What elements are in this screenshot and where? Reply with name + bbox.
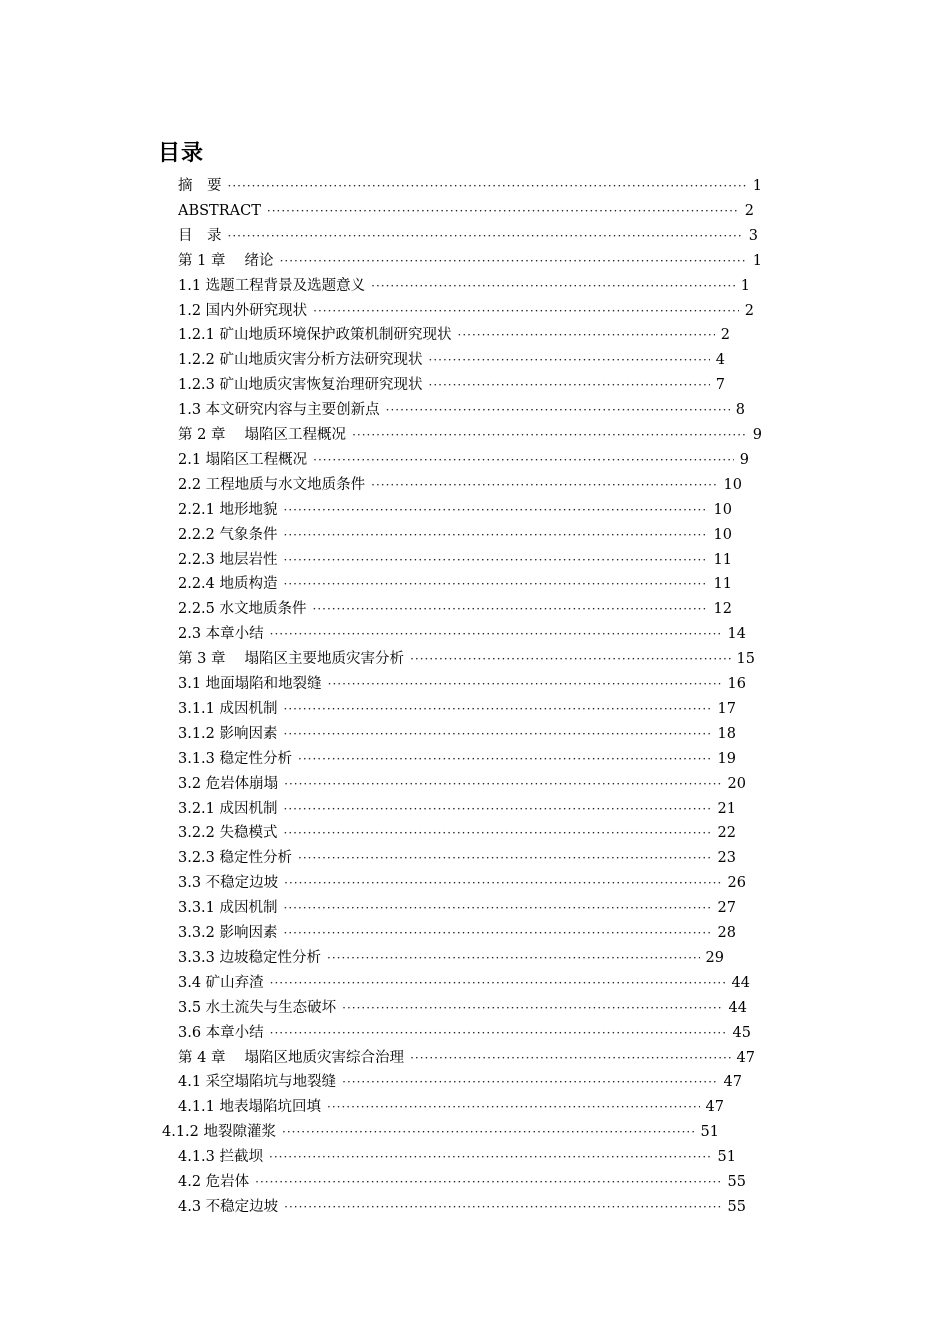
dot-leader xyxy=(284,797,712,822)
toc-entry-page: 3 xyxy=(748,227,758,244)
dot-leader xyxy=(284,697,712,722)
toc-entry-page: 7 xyxy=(715,377,725,394)
toc-entry[interactable] xyxy=(178,996,747,1021)
toc-entry-label: 2.1 塌陷区工程概况 xyxy=(178,451,308,468)
toc-entry-page: 28 xyxy=(717,925,736,941)
toc-entry-label: 4.1.3 拦截坝 xyxy=(178,1149,264,1166)
dot-leader xyxy=(371,274,735,299)
toc-entry-page: 27 xyxy=(717,900,736,917)
toc-entry-label: 1.1 选题工程背景及选题意义 xyxy=(178,277,366,294)
toc-entry-label: 1.2.3 矿山地质灾害恢复治理研究现状 xyxy=(178,377,423,394)
toc-entry-label: 3.5 水土流失与生态破坏 xyxy=(178,999,337,1016)
dot-leader xyxy=(313,299,739,324)
dot-leader xyxy=(228,174,747,199)
dot-leader xyxy=(410,1046,730,1071)
toc-entry-label: 2.2.3 地层岩性 xyxy=(178,551,278,568)
dot-leader xyxy=(270,622,722,647)
toc-entry-page: 26 xyxy=(727,875,746,892)
toc-entry-label: 3.6 本章小结 xyxy=(178,1024,264,1041)
toc-entry-label: 3.3 不稳定边坡 xyxy=(178,875,279,892)
toc-entry[interactable] xyxy=(178,1021,751,1046)
toc-entry[interactable] xyxy=(178,373,725,398)
dot-leader xyxy=(284,523,708,548)
toc-entry-label: 第 1 章 绪论 xyxy=(178,252,274,269)
toc-entry-page: 47 xyxy=(705,1099,724,1116)
toc-entry-page: 21 xyxy=(717,800,736,817)
toc-entry-label: 4.2 危岩体 xyxy=(178,1174,250,1190)
toc-entry[interactable] xyxy=(178,473,742,498)
dot-leader xyxy=(328,672,722,697)
toc-entry-page: 11 xyxy=(713,551,732,568)
dot-leader xyxy=(371,473,717,498)
toc-entry-page: 16 xyxy=(727,676,746,692)
toc-entry-label: 2.2.2 气象条件 xyxy=(178,526,278,543)
dot-leader xyxy=(284,498,708,523)
toc-entry[interactable] xyxy=(178,1095,724,1120)
toc-entry-label: 2.2.5 水文地质条件 xyxy=(178,601,307,618)
toc-entry[interactable] xyxy=(178,1145,736,1170)
toc-entry[interactable] xyxy=(178,1070,742,1095)
dot-leader xyxy=(284,572,708,597)
toc-entry[interactable] xyxy=(178,747,736,772)
toc-entry[interactable] xyxy=(178,772,746,797)
dot-leader xyxy=(282,1120,695,1145)
toc-entry[interactable] xyxy=(178,348,725,373)
toc-entry-page: 18 xyxy=(717,725,736,742)
toc-entry[interactable] xyxy=(178,846,736,871)
toc-entry-page: 29 xyxy=(705,949,724,966)
toc-entry-page: 55 xyxy=(727,1198,746,1215)
toc-entry[interactable] xyxy=(178,398,745,423)
toc-entry-label: 3.2.1 成因机制 xyxy=(178,800,278,817)
toc-entry-page: 10 xyxy=(723,476,742,493)
toc-entry-label: 3.3.2 影响因素 xyxy=(178,925,278,941)
toc-entry-label: 2.2 工程地质与水文地质条件 xyxy=(178,476,366,493)
toc-entry[interactable] xyxy=(178,423,762,448)
toc-entry[interactable] xyxy=(178,523,732,548)
toc-entry-page: 44 xyxy=(728,999,747,1016)
toc-entry-label: 3.3.3 边坡稳定性分析 xyxy=(178,949,322,966)
toc-entry-label: 第 3 章 塌陷区主要地质灾害分析 xyxy=(178,651,405,668)
dot-leader xyxy=(352,423,747,448)
page-title: 目录 xyxy=(158,141,205,166)
toc-entry-page: 23 xyxy=(717,850,736,867)
toc-entry[interactable] xyxy=(178,697,736,722)
toc-entry-label: 1.2.2 矿山地质灾害分析方法研究现状 xyxy=(178,352,423,369)
toc-entry[interactable] xyxy=(178,971,750,996)
toc-entry-label: 3.3.1 成因机制 xyxy=(178,900,278,917)
toc-entry-label: 3.4 矿山弃渣 xyxy=(178,974,264,991)
toc-entry-page: 15 xyxy=(736,651,755,668)
dot-leader xyxy=(429,373,710,398)
toc-entry[interactable] xyxy=(178,597,732,622)
toc-entry-label: 2.3 本章小结 xyxy=(178,626,264,643)
toc-entry-label: 第 2 章 塌陷区工程概况 xyxy=(178,427,347,443)
toc-entry-page: 22 xyxy=(717,825,736,842)
toc-entry[interactable] xyxy=(178,249,762,274)
dot-leader xyxy=(342,1070,717,1095)
toc-entry[interactable] xyxy=(178,572,732,597)
toc-entry-page: 44 xyxy=(731,974,750,991)
toc-entry[interactable] xyxy=(178,498,732,523)
dot-leader xyxy=(284,896,712,921)
toc-entry-page: 51 xyxy=(717,1149,736,1166)
toc-entry[interactable] xyxy=(178,622,746,647)
toc-entry[interactable] xyxy=(178,722,736,747)
toc-entry[interactable] xyxy=(178,647,755,672)
dot-leader xyxy=(298,747,712,772)
dot-leader xyxy=(284,821,712,846)
toc-entry-page: 1 xyxy=(740,277,750,294)
dot-leader xyxy=(284,548,708,573)
toc-entry[interactable] xyxy=(178,199,754,224)
toc-entry-label: 1.2.1 矿山地质环境保护政策机制研究现状 xyxy=(178,327,452,344)
toc-entry-label: 4.1.2 地裂隙灌浆 xyxy=(162,1124,277,1141)
toc-entry[interactable] xyxy=(178,1046,755,1071)
toc-entry-page: 8 xyxy=(735,402,745,419)
toc-entry[interactable] xyxy=(178,323,730,348)
dot-leader xyxy=(313,597,708,622)
dot-leader xyxy=(269,1145,712,1170)
toc-entry-page: 2 xyxy=(744,302,754,319)
dot-leader xyxy=(267,199,739,224)
dot-leader xyxy=(327,946,700,971)
toc-entry[interactable] xyxy=(178,224,758,249)
dot-leader xyxy=(284,722,712,747)
toc-entry-page: 9 xyxy=(739,451,749,468)
toc-entry-page: 1 xyxy=(752,252,762,269)
toc-entry-label: 3.2.3 稳定性分析 xyxy=(178,850,293,867)
toc-entry-label: 2.2.4 地质构造 xyxy=(178,576,278,593)
toc-entry-page: 9 xyxy=(752,427,762,443)
toc-entry-page: 4 xyxy=(715,352,725,369)
dot-leader xyxy=(270,1021,727,1046)
dot-leader xyxy=(458,323,715,348)
dot-leader xyxy=(255,1170,721,1195)
toc-entry[interactable] xyxy=(178,548,732,573)
dot-leader xyxy=(410,647,730,672)
toc-entry-page: 2 xyxy=(744,202,754,219)
toc-entry[interactable] xyxy=(178,174,762,199)
toc-entry-page: 12 xyxy=(713,601,732,618)
toc-entry-label: 3.1.2 影响因素 xyxy=(178,725,278,742)
toc-entry[interactable] xyxy=(178,274,750,299)
toc-entry-page: 51 xyxy=(700,1124,719,1141)
toc-entry-label: 1.2 国内外研究现状 xyxy=(178,302,308,319)
toc-entry-page: 55 xyxy=(727,1174,746,1190)
toc-entry-label: 3.1.1 成因机制 xyxy=(178,700,278,717)
toc-entry[interactable] xyxy=(178,946,724,971)
toc-entry-label: 3.1 地面塌陷和地裂缝 xyxy=(178,676,322,692)
dot-leader xyxy=(327,1095,700,1120)
toc-entry[interactable] xyxy=(162,1120,719,1145)
toc-entry-page: 14 xyxy=(727,626,746,643)
toc-entry[interactable] xyxy=(178,672,746,697)
dot-leader xyxy=(386,398,730,423)
toc-entry-label: 4.1 采空塌陷坑与地裂缝 xyxy=(178,1074,337,1091)
toc-entry-label: 目 录 xyxy=(178,227,222,244)
toc-entry[interactable] xyxy=(178,1195,746,1220)
toc-entry-label: 4.1.1 地表塌陷坑回填 xyxy=(178,1099,322,1116)
toc-entry-label: 3.1.3 稳定性分析 xyxy=(178,750,293,767)
toc-entry[interactable] xyxy=(178,1170,746,1195)
toc-entry-page: 2 xyxy=(720,327,730,344)
toc-entry[interactable] xyxy=(178,921,736,946)
toc-entry[interactable] xyxy=(178,871,746,896)
dot-leader xyxy=(284,921,712,946)
toc-entry[interactable] xyxy=(178,896,736,921)
dot-leader xyxy=(228,224,743,249)
dot-leader xyxy=(284,1195,721,1220)
toc-entry-label: 3.2.2 失稳模式 xyxy=(178,825,278,842)
dot-leader xyxy=(284,772,721,797)
toc-entry-page: 1 xyxy=(752,178,762,194)
toc-entry-label: 4.3 不稳定边坡 xyxy=(178,1198,279,1215)
toc-entry-page: 20 xyxy=(727,775,746,792)
dot-leader xyxy=(429,348,710,373)
toc-entry[interactable] xyxy=(178,821,736,846)
toc-entry-page: 11 xyxy=(713,576,732,593)
toc-entry-label: 摘 要 xyxy=(178,178,222,194)
toc-entry-page: 10 xyxy=(713,501,732,518)
dot-leader xyxy=(270,971,726,996)
toc-entry[interactable] xyxy=(178,448,749,473)
toc-entry-page: 19 xyxy=(717,750,736,767)
dot-leader xyxy=(313,448,734,473)
dot-leader xyxy=(284,871,721,896)
toc-entry-page: 17 xyxy=(717,700,736,717)
toc-entry-page: 10 xyxy=(713,526,732,543)
toc-entry[interactable] xyxy=(178,797,736,822)
toc-entry-label: 2.2.1 地形地貌 xyxy=(178,501,278,518)
toc-entry-page: 45 xyxy=(732,1024,751,1041)
dot-leader xyxy=(342,996,722,1021)
dot-leader xyxy=(280,249,747,274)
toc-entry-label: 3.2 危岩体崩塌 xyxy=(178,775,279,792)
toc-entry-label: 1.3 本文研究内容与主要创新点 xyxy=(178,402,380,419)
dot-leader xyxy=(298,846,712,871)
toc-entry-page: 47 xyxy=(723,1074,742,1091)
toc-entry-label: 第 4 章 塌陷区地质灾害综合治理 xyxy=(178,1049,405,1066)
toc-entry[interactable] xyxy=(178,299,754,324)
toc-entry-label: ABSTRACT xyxy=(178,202,261,219)
toc-entry-page: 47 xyxy=(736,1049,755,1066)
